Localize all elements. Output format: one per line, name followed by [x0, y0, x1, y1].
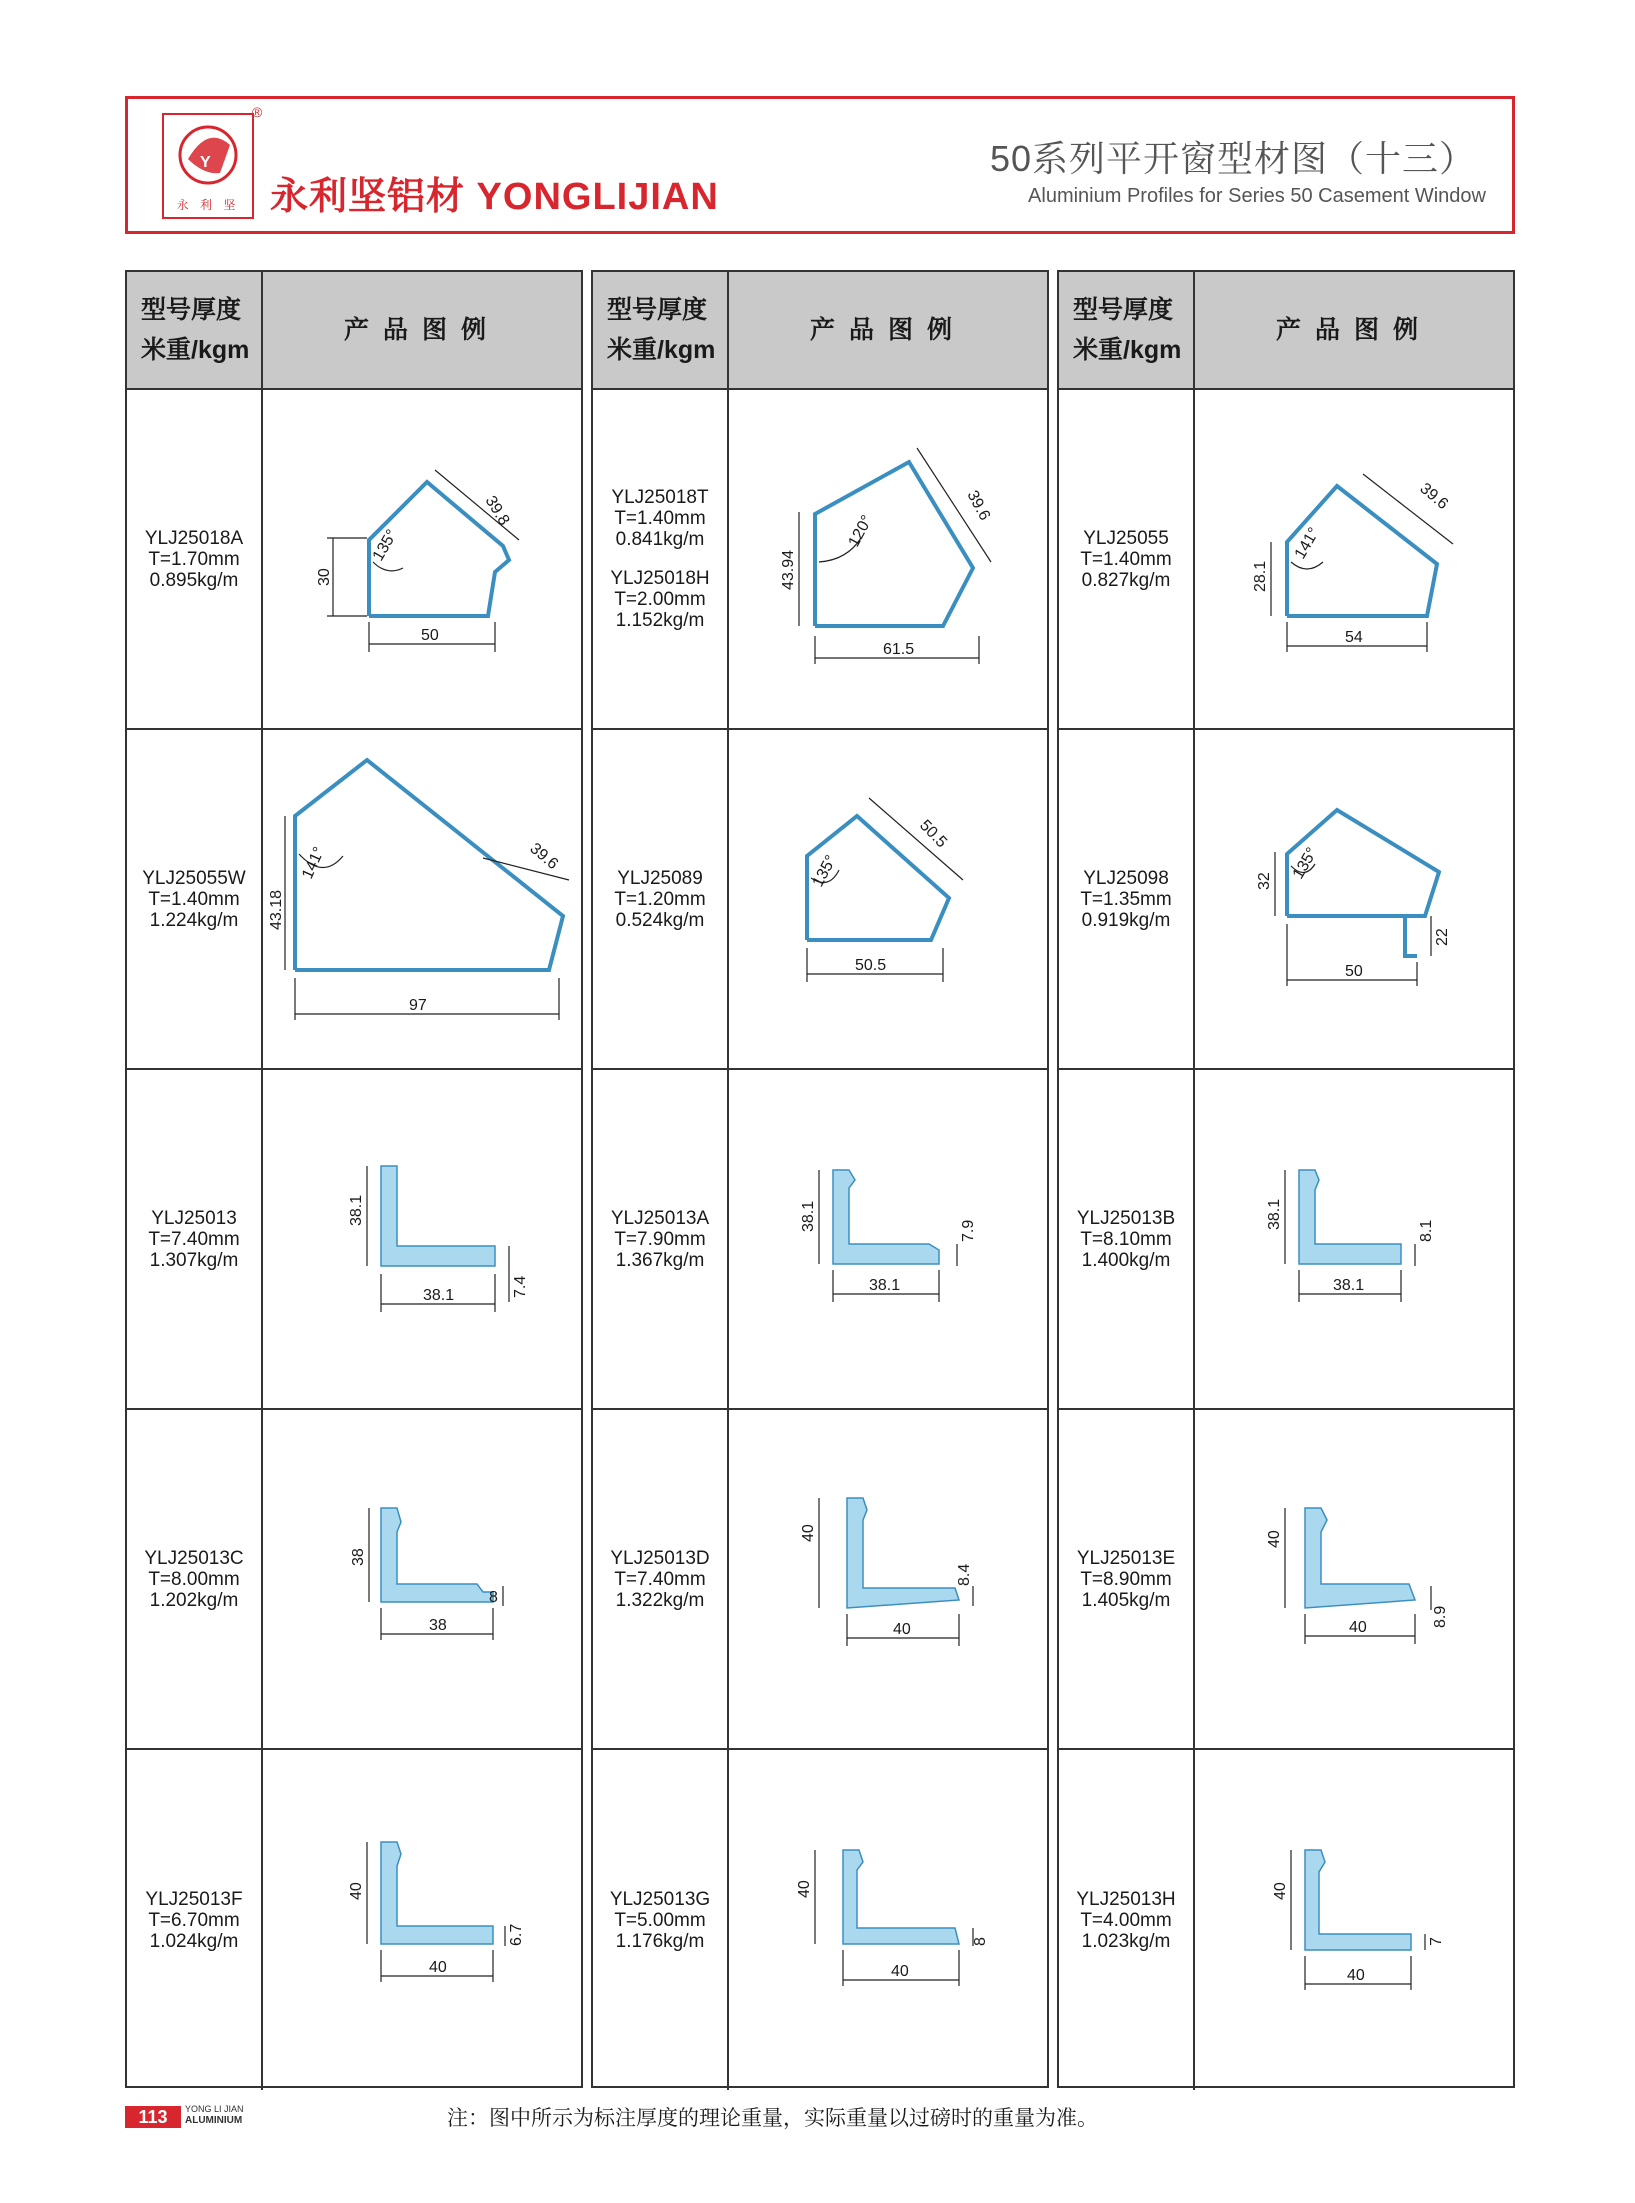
svg-text:38.1: 38.1	[800, 1200, 817, 1232]
svg-text:38.1: 38.1	[1266, 1198, 1283, 1230]
table-row	[127, 1750, 581, 2090]
model-column-header: 型号厚度 米重/kgm	[593, 272, 729, 388]
table-row	[127, 1410, 581, 1750]
svg-text:28.1: 28.1	[1252, 560, 1269, 592]
svg-text:7: 7	[1428, 1937, 1445, 1946]
model-cell: YLJ25013H T=4.00mm 1.023kg/m	[1059, 1750, 1195, 2090]
table-row	[593, 1410, 1047, 1750]
model-cell: YLJ25013E T=8.90mm 1.405kg/m	[1059, 1410, 1195, 1748]
svg-text:30: 30	[316, 568, 333, 586]
svg-text:8: 8	[972, 1937, 989, 1946]
svg-text:50: 50	[1345, 963, 1363, 980]
svg-text:38: 38	[350, 1548, 367, 1566]
svg-text:135°: 135°	[1289, 844, 1322, 882]
table-row	[127, 390, 581, 730]
profile-table-3	[1057, 270, 1515, 2088]
model-cell: YLJ25013 T=7.40mm 1.307kg/m	[127, 1070, 263, 1408]
svg-text:61.5: 61.5	[883, 641, 915, 658]
svg-text:40: 40	[1347, 1967, 1365, 1984]
table-row	[127, 730, 581, 1070]
table-row	[1059, 1410, 1513, 1750]
svg-text:32: 32	[1256, 872, 1273, 890]
model-cell: YLJ25018T T=1.40mm 0.841kg/m YLJ25018H T=2.00mm 1.152kg/m	[593, 390, 729, 728]
footer-brand: YONG LI JIAN ALUMINIUM	[185, 2104, 244, 2126]
svg-text:40: 40	[1272, 1882, 1289, 1900]
model-cell: YLJ25013F T=6.70mm 1.024kg/m	[127, 1750, 263, 2090]
svg-text:40: 40	[348, 1882, 365, 1900]
svg-text:8.9: 8.9	[1432, 1605, 1449, 1628]
model-cell: YLJ25089 T=1.20mm 0.524kg/m	[593, 730, 729, 1068]
profile-drawing	[1195, 1070, 1513, 1408]
profile-drawing	[1195, 1750, 1513, 2090]
model-cell: YLJ25013G T=5.00mm 1.176kg/m	[593, 1750, 729, 2090]
svg-text:8.1: 8.1	[1418, 1219, 1435, 1242]
table-row	[593, 1750, 1047, 2090]
table-header	[127, 272, 581, 390]
footer-note: 注：图中所示为标注厚度的理论重量，实际重量以过磅时的重量为准。	[447, 2107, 1098, 2130]
model-cell: YLJ25055 T=1.40mm 0.827kg/m	[1059, 390, 1195, 728]
svg-text:22: 22	[1434, 928, 1451, 946]
profile-drawing	[729, 1070, 1047, 1408]
svg-text:141°: 141°	[1291, 524, 1324, 562]
svg-text:8: 8	[489, 1589, 498, 1606]
model-cell: YLJ25013D T=7.40mm 1.322kg/m	[593, 1410, 729, 1748]
image-column-header: 产品图例	[809, 316, 966, 344]
svg-text:7.9: 7.9	[960, 1219, 977, 1242]
profile-drawing	[1195, 730, 1513, 1068]
registered-mark: ®	[252, 104, 263, 120]
svg-text:39.6: 39.6	[963, 487, 994, 524]
table-header	[1059, 272, 1513, 390]
table-row	[593, 390, 1047, 730]
svg-text:8.4: 8.4	[956, 1563, 973, 1586]
svg-text:40: 40	[796, 1880, 813, 1898]
table-row	[1059, 1070, 1513, 1410]
page-title: 50系列平开窗型材图（十三）	[989, 138, 1476, 179]
svg-text:40: 40	[891, 1963, 909, 1980]
svg-text:39.8: 39.8	[481, 493, 513, 529]
model-cell: YLJ25013C T=8.00mm 1.202kg/m	[127, 1410, 263, 1748]
svg-text:135°: 135°	[369, 526, 402, 564]
svg-text:38.1: 38.1	[348, 1194, 365, 1226]
profile-drawing	[1195, 1410, 1513, 1748]
svg-text:135°: 135°	[809, 852, 841, 890]
svg-text:40: 40	[893, 1621, 911, 1638]
svg-text:50.5: 50.5	[916, 816, 950, 852]
brand-name: 永利坚铝材 YONGLIJIAN	[270, 176, 719, 218]
svg-text:6.7: 6.7	[508, 1923, 525, 1946]
profile-drawing	[729, 1410, 1047, 1748]
svg-text:40: 40	[1349, 1619, 1367, 1636]
svg-text:50: 50	[421, 627, 439, 644]
table-header	[593, 272, 1047, 390]
profile-drawing	[729, 730, 1047, 1068]
profile-table-2	[591, 270, 1049, 2088]
model-cell: YLJ25098 T=1.35mm 0.919kg/m	[1059, 730, 1195, 1068]
image-column-header: 产品图例	[343, 316, 500, 344]
model-cell: YLJ25013A T=7.90mm 1.367kg/m	[593, 1070, 729, 1408]
svg-text:38.1: 38.1	[1333, 1277, 1365, 1294]
model-cell: YLJ25018A T=1.70mm 0.895kg/m	[127, 390, 263, 728]
model-cell: YLJ25013B T=8.10mm 1.400kg/m	[1059, 1070, 1195, 1408]
profile-drawing	[1195, 390, 1513, 728]
profile-drawing	[263, 390, 581, 728]
table-row	[593, 1070, 1047, 1410]
svg-text:43.94: 43.94	[780, 549, 797, 590]
page-number: 113	[125, 2106, 181, 2128]
svg-text:39.6: 39.6	[526, 840, 562, 874]
table-row	[1059, 390, 1513, 730]
table-row	[1059, 730, 1513, 1070]
table-row	[1059, 1750, 1513, 2090]
page-header	[125, 96, 1515, 234]
svg-text:120°: 120°	[845, 512, 877, 550]
profile-table-1	[125, 270, 583, 2088]
svg-text:40: 40	[800, 1524, 817, 1542]
svg-text:40: 40	[429, 1959, 447, 1976]
page-subtitle: Aluminium Profiles for Series 50 Casement Window	[1028, 185, 1486, 207]
profile-drawing	[729, 390, 1047, 728]
svg-text:7.4: 7.4	[512, 1275, 529, 1298]
profile-drawing	[729, 1750, 1047, 2090]
model-column-header: 型号厚度 米重/kgm	[1059, 272, 1195, 388]
table-row	[127, 1070, 581, 1410]
svg-text:97: 97	[409, 997, 427, 1014]
profile-drawing	[263, 1410, 581, 1748]
profile-drawing	[263, 1070, 581, 1408]
svg-text:39.6: 39.6	[1416, 480, 1452, 514]
brand-logo	[162, 113, 254, 219]
model-column-header: 型号厚度 米重/kgm	[127, 272, 263, 388]
model-cell: YLJ25055W T=1.40mm 1.224kg/m	[127, 730, 263, 1068]
svg-text:38.1: 38.1	[869, 1277, 901, 1294]
logo-text: 永 利 坚	[176, 198, 240, 212]
image-column-header: 产品图例	[1275, 316, 1432, 344]
svg-text:50.5: 50.5	[855, 957, 887, 974]
svg-text:40: 40	[1266, 1530, 1283, 1548]
svg-text:141°: 141°	[299, 844, 329, 882]
svg-text:54: 54	[1345, 629, 1363, 646]
profile-drawing	[263, 1750, 581, 2090]
profile-drawing	[263, 730, 581, 1068]
svg-text:43.18: 43.18	[268, 889, 285, 930]
table-row	[593, 730, 1047, 1070]
svg-text:38.1: 38.1	[423, 1287, 455, 1304]
svg-text:38: 38	[429, 1617, 447, 1634]
svg-text:Y: Y	[200, 154, 211, 171]
